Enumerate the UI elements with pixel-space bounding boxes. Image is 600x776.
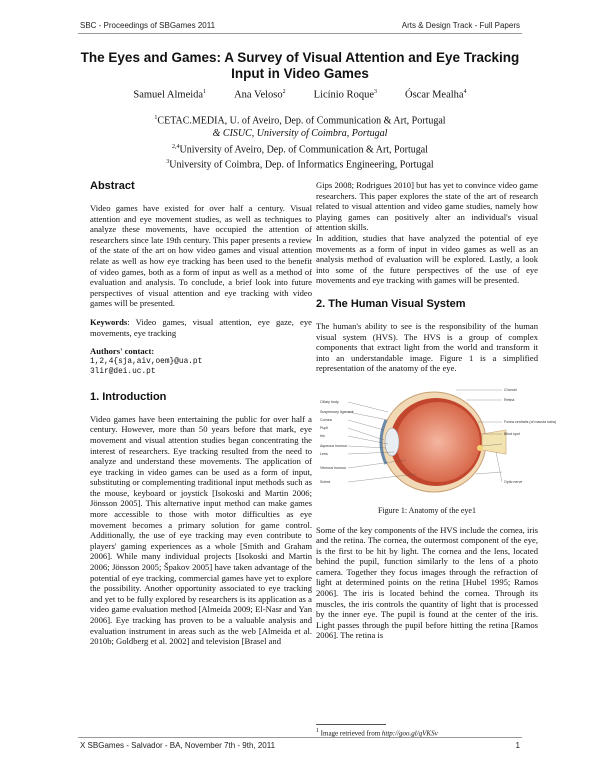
right-column: [316, 180, 557, 649]
label-suspensory: Suspensory ligament: [320, 409, 354, 414]
author-list: [80, 89, 520, 101]
label-vitreous: Vitreous humour: [320, 465, 347, 470]
contact-label: Authors' contact:: [90, 346, 155, 357]
abstract-heading: Abstract: [90, 180, 135, 192]
footnote-rule: [316, 724, 386, 725]
intro-continued: Gips 2008; Rodrigues 2010] but has yet to convince video game researchers. This paper explores the state of the art of research related to visual attention and video game studies, namely how playing games can positively alter an individual's visual attention skills.: [316, 180, 538, 233]
label-optic-nerve: Optic nerve: [504, 479, 523, 484]
figure-caption: Figure 1: Anatomy of the eye1: [378, 505, 476, 515]
hvs-text-2: Some of the key components of the HVS include the cornea, iris and the retina. The cornea, the outermost component of the eye, is the first to be hit by light. The cornea and the lens, located behind the pupil, function similarly to the lens of a photo camera. Together they focus images through the refraction of light at determined points on the retina [Hubel 1995; Ramos 2006]. The iris is located behind the cornea. Through its muscles, the iris controls the quantity of light that is processed by the inner eye. The pupil is found at the center of the iris. Light passes through the pupil before hitting the retina [Ramos 2006]. The retina is: [316, 524, 538, 641]
running-footer-left: X SBGames - Salvador - BA, November 7th - 9th, 2011: [80, 741, 276, 750]
running-header-left: SBC - Proceedings of SBGames 2011: [80, 21, 216, 30]
label-ciliary: Ciliary body: [320, 399, 339, 404]
keywords: Keywords: Video games, visual attention, eye gaze, eye movements, eye tracking: [90, 316, 312, 338]
intro-para-2: In addition, studies that have analyzed the potential of eye movements as a form of input in video games as well as an analysis method of evaluation will be explored. Lastly, a look into some of the future perspectives of the use of eye movements and eye tracking with games will be presented.: [316, 232, 538, 286]
label-blind-spot: Blind spot: [504, 431, 520, 436]
label-sclera: Sclera: [320, 479, 331, 484]
label-fovea: Fovea centralis (of macula lutea): [504, 419, 557, 424]
footnote: $^1$ Image retrieved from http://goo.gl/qVKSv: [316, 728, 438, 738]
label-pupil: Pupil: [320, 425, 328, 430]
eye-diagram: [316, 382, 557, 500]
intro-heading: 1. Introduction: [90, 390, 167, 403]
author-1: Samuel Almeida$^1$: [133, 89, 207, 101]
intro-text: Video games have been entertaining the public for over half a century. However, more than 50 years before that mark, eye movement and visual attention studies began concentrating the interest of researchers. Eye tracking resulted from the need to analyze and understand these movements. The application of eye tracking in video games can be used as a form of input, substituting or complementing traditional input methods such as the mouse, keyboard or joystick [Isokoski and Martin 2006; Jönsson 2005]. This alternative input method can make games more accessible to those with motor difficulties as eye movement becomes a primary solution for game control. Additionally, the use of eye tracking may even contribute to players' gaming experiences as a whole [Smith and Graham 2006]. While many individual projects [Isokoski and Martin 2006; Jönsson 2005; Špakov 2005] have taken advantage of the potential of eye tracking, commercial games have yet to explore the possibility. Another opportunity associated to eye tracking and yet to be fully explored by researchers is its application as a video game evaluation method [Almeida 2009; El-Nasr and Yan 2006]. Eye tracking has proven to be a valuable analysis and evaluation instrument in areas such as the web [Almeida et al. 2010b; Goldberg et al. 2002] and television [Brasel and: [90, 413, 312, 647]
affiliations: $^1$CETAC.MEDIA, U. of Aveiro, Dep. of Communication & Art, Portugal & CISUC, University of Coimbra, Portugal $^{2,4}$University of Aveiro, Dep. of Communication & Art, Portugal $^3$University of Coimbra, Dep. of Informatics Engineering, Portugal: [154, 115, 446, 171]
left-column: [90, 180, 312, 655]
author-4: Óscar Mealha$^4$: [404, 89, 467, 101]
label-aqueous: Aqueous humour: [320, 443, 348, 448]
header-rule: [78, 33, 522, 34]
contact-email-1: 1,2,4{sja,aiv,oem}@ua.pt: [90, 357, 203, 366]
footnote-url[interactable]: http://goo.gl/qVKSv: [381, 729, 438, 738]
label-cornea: Cornea: [320, 417, 332, 422]
author-2: Ana Veloso$^2$: [234, 89, 286, 101]
label-lens: Lens: [320, 451, 328, 456]
author-3: Licínio Roque$^3$: [313, 89, 377, 101]
hvs-heading: 2. The Human Visual System: [316, 297, 466, 310]
paper-title: The Eyes and Games: A Survey of Visual Attention and Eye Tracking Input in Video Games: [80, 50, 520, 81]
label-retina: Retina: [504, 397, 515, 402]
contact-email-2: 3lir@dei.uc.pt: [90, 367, 156, 376]
running-header-right: Arts & Design Track - Full Papers: [401, 21, 520, 30]
abstract-text: Video games have existed for over half a century. Visual attention and eye movement studies, as well as techniques to analyze these movements, have occupied the attention of researchers since late 19th century. This paper presents a review of the state of the art on how video games and visual attention relate as well as how eye tracking has been used to the benefit of video games, both as a form of input as well as a method of evaluation and analysis. To conclude, a brief look into future perspectives of visual attention and eye tracking with video games will be presented.: [90, 203, 312, 309]
eye-anatomy-figure: [316, 382, 557, 500]
label-iris: Iris: [320, 433, 325, 438]
hvs-text-1: The human's ability to see is the responsibility of the human visual system (HVS). The HVS is a group of complex components that extract light from the world and transform it into an understandable image. Figure 1 is a simplified representation of the anatomy of the eye.: [316, 320, 538, 374]
footer-rule: [78, 737, 522, 738]
page-number: 1: [515, 741, 520, 750]
label-choroid: Choroid: [504, 387, 517, 392]
